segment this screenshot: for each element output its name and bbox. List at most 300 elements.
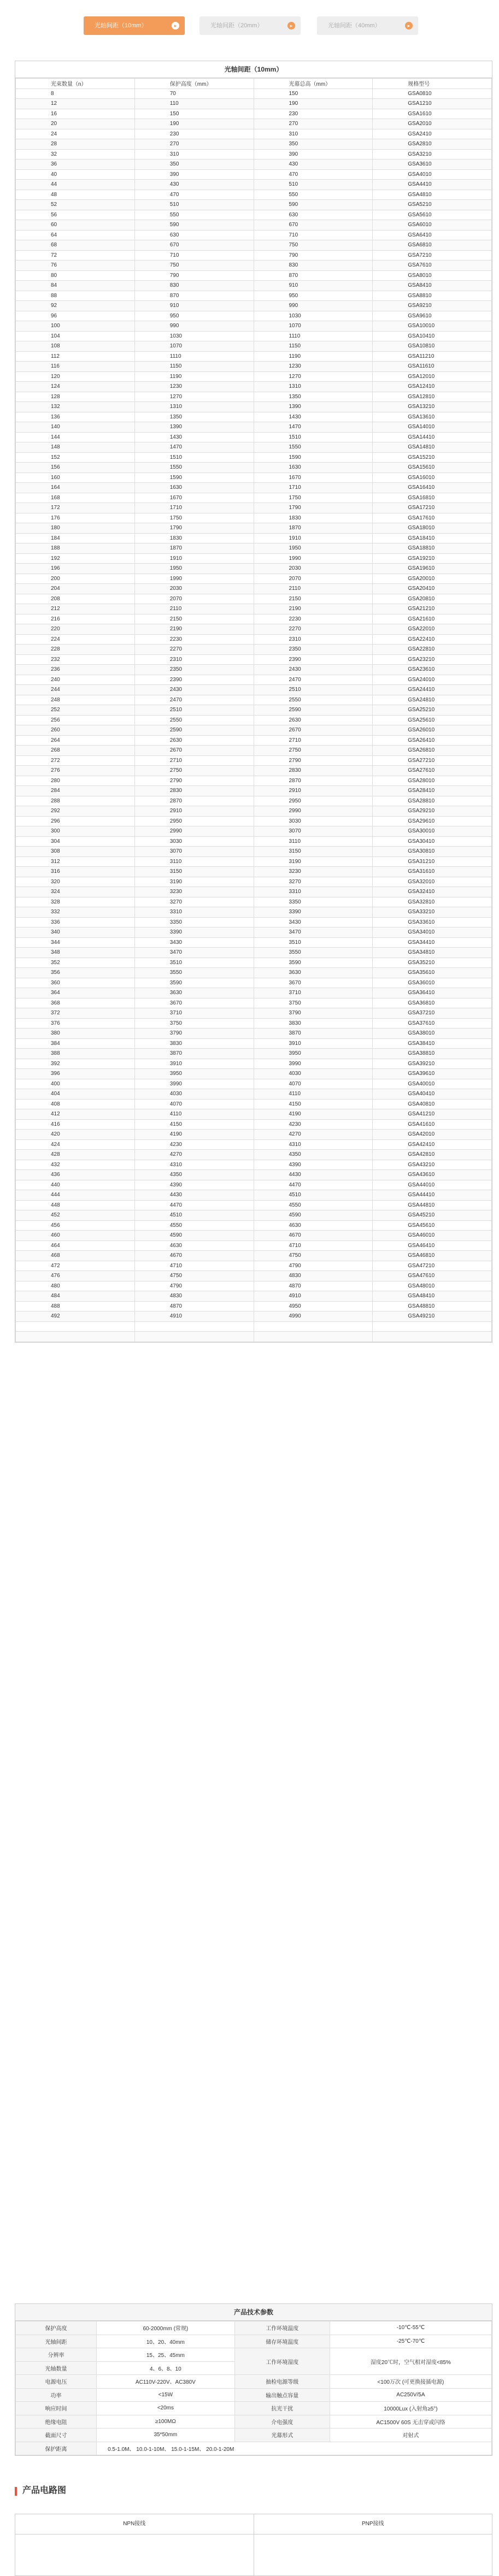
table-cell: 310 [254,129,373,139]
tech-value: 60-2000mm (常规) [97,2321,235,2335]
table-cell: 1790 [254,503,373,513]
table-cell: GSA29210 [373,806,492,817]
table-cell: 1910 [254,533,373,543]
table-cell: 3390 [134,927,254,938]
table-cell: GSA8410 [373,281,492,291]
tech-value: 4、6、8、10 [97,2361,235,2375]
table-cell [254,1321,373,1332]
table-cell: 364 [16,988,135,999]
table-cell: 1510 [254,432,373,442]
table-cell: GSA3210 [373,149,492,159]
tech-params-title: 产品技术参数 [15,2304,492,2321]
table-cell: 432 [16,1160,135,1170]
table-cell: 4470 [134,1200,254,1210]
table-cell: GSA23210 [373,654,492,665]
table-cell: 4150 [134,1119,254,1130]
table-cell: GSA41610 [373,1119,492,1130]
table-cell: 268 [16,746,135,756]
table-cell: 3590 [254,958,373,968]
table-cell: 3790 [254,1008,373,1019]
table-row [16,867,492,877]
table-cell: 308 [16,847,135,857]
spec-table-title: 光轴间距（10mm） [15,61,492,78]
table-cell: 3870 [134,1049,254,1059]
table-row [16,412,492,422]
table-cell [134,1321,254,1332]
table-row [16,1150,492,1160]
table-cell: 4630 [134,1240,254,1251]
tech-value: 10000Lux (入射角≥5°) [330,2402,491,2415]
table-row [16,382,492,392]
table-cell: 390 [254,149,373,159]
table-cell: GSA18810 [373,543,492,554]
table-cell: 590 [254,200,373,210]
table-cell: GSA1210 [373,99,492,109]
table-cell: GSA46810 [373,1251,492,1261]
table-cell: 3910 [134,1059,254,1069]
table-cell: 3070 [134,847,254,857]
table-cell: 3750 [134,1018,254,1029]
table-cell: GSA18410 [373,533,492,543]
table-cell: 3030 [134,836,254,847]
table-cell: GSA41210 [373,1109,492,1120]
table-cell: GSA47210 [373,1261,492,1271]
table-cell: 4030 [134,1089,254,1100]
table-cell: 2030 [254,564,373,574]
tech-label: 光轴数量 [16,2361,97,2375]
table-cell: GSA23610 [373,665,492,675]
table-cell: 1430 [254,412,373,422]
table-row [16,442,492,453]
table-cell: GSA25210 [373,705,492,716]
table-cell: 1390 [254,402,373,412]
table-row [16,281,492,291]
table-cell: GSA16410 [373,483,492,493]
table-cell: 312 [16,856,135,867]
table-cell: 2710 [134,755,254,766]
table-cell: 476 [16,1271,135,1281]
table-cell: 484 [16,1291,135,1302]
table-cell: 284 [16,786,135,796]
table-cell: 116 [16,362,135,372]
table-cell: 1230 [254,362,373,372]
table-row [16,1281,492,1291]
table-cell: 3310 [134,907,254,918]
table-cell: GSA8010 [373,270,492,281]
table-cell: GSA35210 [373,958,492,968]
table-cell: 1030 [254,311,373,321]
table-cell: GSA24410 [373,685,492,695]
table-row [16,654,492,665]
table-cell: 3390 [254,907,373,918]
tab-40mm[interactable] [317,16,418,35]
table-row [16,1089,492,1100]
table-cell: 1270 [134,392,254,402]
table-row [16,311,492,321]
table-cell: 3110 [134,856,254,867]
table-cell: 1510 [134,452,254,463]
table-cell: GSA20010 [373,574,492,584]
table-row [16,169,492,180]
table-cell: 1350 [134,412,254,422]
table-cell: 2510 [254,685,373,695]
table-cell: 40 [16,169,135,180]
table-cell: GSA40810 [373,1099,492,1109]
table-row [16,301,492,311]
table-cell: 3630 [254,968,373,978]
table-cell: 3510 [254,937,373,948]
table-cell: GSA10410 [373,331,492,341]
tab-10mm[interactable] [84,16,185,35]
table-cell: 1750 [254,493,373,503]
table-row [16,321,492,332]
table-cell: 1470 [254,422,373,433]
table-cell: 4350 [254,1150,373,1160]
table-cell: 870 [134,291,254,301]
table-cell: 390 [134,169,254,180]
table-cell: 2510 [134,705,254,716]
tech-label: 光轴间距 [16,2335,97,2348]
table-cell: 3430 [134,937,254,948]
table-cell: 2750 [134,766,254,776]
table-cell: 200 [16,574,135,584]
table-cell: GSA47610 [373,1271,492,1281]
table-cell: GSA10010 [373,321,492,332]
table-cell: 3910 [254,1038,373,1049]
table-cell: 590 [134,220,254,231]
table-cell [134,1332,254,1342]
tech-label: 响应时间 [16,2402,97,2415]
table-row [16,1099,492,1109]
table-row [16,230,492,240]
table-cell: 2390 [254,654,373,665]
table-cell: 1350 [254,392,373,402]
table-cell: 3270 [134,897,254,907]
table-cell: 4070 [134,1099,254,1109]
circuit-grid [15,2514,492,2576]
table-cell: 3630 [134,988,254,999]
table-cell: 3830 [254,1018,373,1029]
table-row [16,968,492,978]
tech-label: 工作环境湿度 [234,2348,330,2375]
table-row [16,755,492,766]
table-cell: 176 [16,513,135,523]
table-cell: 2110 [134,604,254,615]
tech-label: 输出触点容量 [234,2388,330,2402]
table-cell: 2990 [254,806,373,817]
column-header: 规格型号 [373,79,492,89]
table-cell: GSA19210 [373,553,492,564]
table-row [16,1029,492,1039]
table-cell: 80 [16,270,135,281]
table-cell: 1710 [134,503,254,513]
tech-value: <100万次 (可更换接插电源) [330,2375,491,2389]
table-cell: 3470 [254,927,373,938]
table-row [16,1008,492,1019]
table-cell: 1470 [134,442,254,453]
table-cell: 92 [16,301,135,311]
table-cell: 168 [16,493,135,503]
table-cell: GSA1610 [373,109,492,119]
table-cell: 2350 [134,665,254,675]
table-cell: 52 [16,200,135,210]
table-cell: 120 [16,371,135,382]
table-row [16,695,492,705]
table-row [16,88,492,99]
table-cell: GSA7210 [373,250,492,261]
table-cell: 1590 [134,472,254,483]
table-cell: 4870 [134,1301,254,1311]
table-cell: GSA20810 [373,594,492,604]
table-cell: 830 [134,281,254,291]
table-cell: 4830 [254,1271,373,1281]
table-row [16,190,492,200]
table-cell: 2630 [134,735,254,746]
table-row [16,341,492,352]
table-cell: 360 [16,978,135,988]
table-cell: 304 [16,836,135,847]
table-row [16,503,492,513]
table-cell: 208 [16,594,135,604]
table-cell: GSA3610 [373,159,492,170]
tech-value: ≥100MΩ [97,2415,235,2429]
table-row [16,836,492,847]
table-row [16,584,492,594]
table-cell: 4870 [254,1281,373,1291]
table-cell: GSA34810 [373,948,492,958]
table-row [16,331,492,341]
tech-value: 10、20、40mm [97,2335,235,2348]
table-cell: 4270 [134,1150,254,1160]
table-row [16,675,492,685]
table-cell: 4790 [254,1261,373,1271]
table-cell: 2230 [254,614,373,624]
table-cell: GSA5210 [373,200,492,210]
table-cell: 36 [16,159,135,170]
table-cell: GSA39610 [373,1069,492,1079]
table-cell: 4230 [254,1119,373,1130]
table-cell: 1750 [134,513,254,523]
table-row [16,1332,492,1342]
table-cell: 456 [16,1220,135,1231]
table-row [16,1311,492,1322]
tab-label: 光轴间距（40mm） [328,22,381,29]
table-cell: 2190 [254,604,373,615]
table-cell: 4350 [134,1170,254,1180]
table-row [16,847,492,857]
table-cell: 1110 [254,331,373,341]
tech-value: -25℃-70℃ [330,2335,491,2348]
heading-accent-bar [15,2487,17,2496]
table-cell: GSA15210 [373,452,492,463]
table-cell: 3470 [134,948,254,958]
table-cell: 990 [134,321,254,332]
tech-row [16,2415,492,2429]
table-cell: 2670 [254,725,373,736]
table-cell: 2990 [134,826,254,837]
table-cell: GSA4410 [373,180,492,190]
table-cell: 3030 [254,816,373,826]
table-row [16,665,492,675]
table-row [16,766,492,776]
column-header: 光幕总高（mm） [254,79,373,89]
table-cell: 4590 [254,1210,373,1221]
table-row [16,685,492,695]
table-cell: 68 [16,240,135,251]
table-cell: 3430 [254,917,373,927]
table-cell: GSA0810 [373,88,492,99]
table-cell: 1230 [134,382,254,392]
table-cell: GSA37610 [373,1018,492,1029]
tech-label: 绝缘电阻 [16,2415,97,2429]
tech-value: <15W [97,2388,235,2402]
table-cell: 2190 [134,624,254,635]
table-cell: GSA44810 [373,1200,492,1210]
table-cell: 2070 [254,574,373,584]
table-cell: 1870 [254,523,373,534]
table-cell: 990 [254,301,373,311]
table-row [16,1170,492,1180]
table-cell: 3990 [254,1059,373,1069]
table-cell: 44 [16,180,135,190]
table-cell: 4430 [134,1190,254,1201]
table-cell: 76 [16,261,135,271]
table-row [16,948,492,958]
table-cell: 2550 [254,695,373,705]
table-cell: 2590 [134,725,254,736]
table-cell: 3870 [254,1029,373,1039]
table-cell: 3350 [134,917,254,927]
table-cell: GSA4810 [373,190,492,200]
table-cell: 4950 [254,1301,373,1311]
table-row [16,200,492,210]
table-cell: 60 [16,220,135,231]
table-cell: 108 [16,341,135,352]
tech-value: 0.5-1.0M、 10.0-1-10M、 15.0-1-15M、 20.0-1-20M [97,2442,492,2455]
table-cell: GSA28410 [373,786,492,796]
table-cell: 110 [134,99,254,109]
table-cell: 32 [16,149,135,159]
table-cell: 368 [16,998,135,1008]
tech-label: 截面尺寸 [16,2429,97,2442]
table-cell: 236 [16,665,135,675]
table-cell: 332 [16,907,135,918]
table-cell: 400 [16,1079,135,1089]
table-cell: 4230 [134,1139,254,1150]
table-cell: GSA29610 [373,816,492,826]
table-cell: 1190 [134,371,254,382]
table-row [16,604,492,615]
table-cell: GSA6410 [373,230,492,240]
table-cell: 452 [16,1210,135,1221]
table-row [16,553,492,564]
table-cell: GSA48410 [373,1291,492,1302]
table-row [16,1190,492,1201]
table-row [16,624,492,635]
table-cell: GSA24010 [373,675,492,685]
table-row [16,149,492,159]
table-row [16,826,492,837]
table-cell: 910 [134,301,254,311]
table-cell: 550 [254,190,373,200]
table-cell: GSA27210 [373,755,492,766]
table-cell: GSA38010 [373,1029,492,1039]
table-cell: 324 [16,887,135,897]
table-cell: 1790 [134,523,254,534]
table-cell: 4790 [134,1281,254,1291]
table-cell: 340 [16,927,135,938]
table-row [16,1210,492,1221]
table-cell: 1670 [254,472,373,483]
table-cell: GSA22410 [373,634,492,645]
table-cell: GSA5610 [373,210,492,220]
table-cell: 3550 [254,948,373,958]
tech-value: -10℃-55℃ [330,2321,491,2335]
table-cell: GSA17210 [373,503,492,513]
table-cell: 1950 [254,543,373,554]
table-cell: 2830 [254,766,373,776]
table-row [16,1251,492,1261]
table-cell: 750 [254,240,373,251]
table-cell: 392 [16,1059,135,1069]
tech-value: 湿度20℃时，空气相对湿度<85% [330,2348,491,2375]
table-cell: 72 [16,250,135,261]
table-cell: 388 [16,1049,135,1059]
table-row [16,493,492,503]
table-cell: 260 [16,725,135,736]
table-cell: 3790 [134,1029,254,1039]
circuit-heading [15,2481,492,2501]
table-cell: 2350 [254,645,373,655]
table-cell: 3190 [254,856,373,867]
table-cell: 870 [254,270,373,281]
table-cell: GSA16810 [373,493,492,503]
table-cell: 4750 [254,1251,373,1261]
table-cell: GSA11610 [373,362,492,372]
table-row [16,351,492,362]
table-cell: GSA44010 [373,1180,492,1190]
table-cell: 510 [134,200,254,210]
table-cell: 4510 [254,1190,373,1201]
table-cell: 70 [134,88,254,99]
table-cell: 3150 [254,847,373,857]
table-cell: GSA30010 [373,826,492,837]
table-cell: 1830 [134,533,254,543]
table-cell: GSA46010 [373,1231,492,1241]
tech-value: 35*50mm [97,2429,235,2442]
table-row [16,1069,492,1079]
table-row [16,1240,492,1251]
table-row [16,452,492,463]
table-row [16,1291,492,1302]
table-row [16,119,492,129]
table-cell: GSA42410 [373,1139,492,1150]
tab-20mm[interactable] [199,16,301,35]
table-row [16,877,492,887]
table-cell: 420 [16,1130,135,1140]
table-cell: 2950 [134,816,254,826]
table-cell: 276 [16,766,135,776]
table-cell: 124 [16,382,135,392]
table-cell: 292 [16,806,135,817]
table-cell: GSA4010 [373,169,492,180]
table-cell: 248 [16,695,135,705]
table-cell: 100 [16,321,135,332]
table-cell: 112 [16,351,135,362]
table-row [16,958,492,968]
table-row [16,776,492,786]
table-cell: 88 [16,291,135,301]
